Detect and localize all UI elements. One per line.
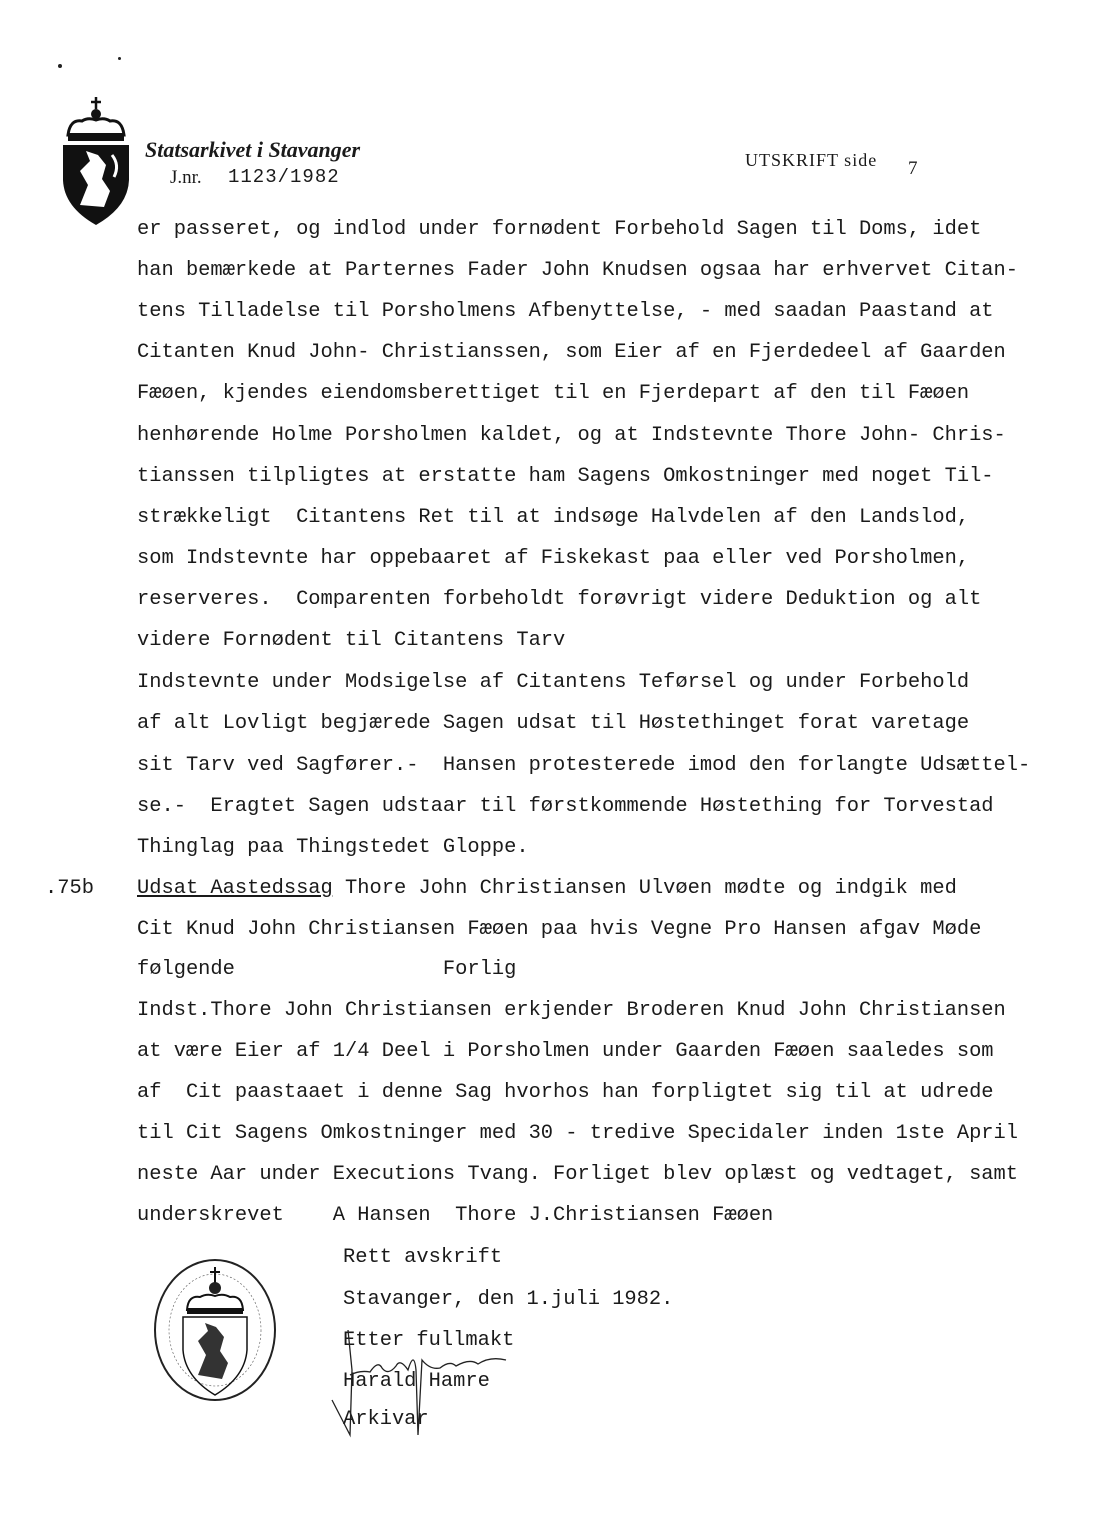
journal-number-label: J.nr. bbox=[170, 167, 202, 188]
case-line: neste Aar under Executions Tvang. Forliget blev oplæst og vedtaget, samt bbox=[137, 1163, 1019, 1186]
case-line: til Cit Sagens Omkostninger med 30 - tredive Specidaler inden 1ste April bbox=[137, 1122, 1019, 1145]
institution-name: Statsarkivet i Stavanger bbox=[145, 137, 361, 162]
body-line: reserveres. Comparenten forbeholdt forøvrigt videre Deduktion og alt bbox=[137, 588, 982, 611]
coat-of-arms-logo bbox=[58, 95, 134, 227]
case-line: underskrevet A Hansen Thore J.Christiansen Fæøen bbox=[137, 1204, 774, 1227]
case-first-line bbox=[137, 877, 957, 901]
margin-note: .75b bbox=[45, 877, 94, 900]
body-line: tianssen tilpligtes at erstatte ham Sagens Omkostninger med noget Til- bbox=[137, 465, 994, 488]
case-line: Indst.Thore John Christiansen erkjender Broderen Knud John Christiansen bbox=[137, 999, 1006, 1022]
speck bbox=[58, 64, 62, 68]
utskrift-label: UTSKRIFT side bbox=[745, 150, 878, 170]
certification-place-date: Stavanger, den 1.juli 1982. bbox=[343, 1288, 674, 1311]
case-line: af Cit paastaaet i denne Sag hvorhos han forpligtet sig til at udrede bbox=[137, 1081, 994, 1104]
case-heading: Udsat Aastedssag bbox=[137, 877, 333, 900]
body-line: Citanten Knud John- Christianssen, som Eier af en Fjerdedeel af Gaarden bbox=[137, 341, 1006, 364]
body-line: af alt Lovligt begjærede Sagen udsat til Høstethinget forat varetage bbox=[137, 712, 970, 735]
body-line: Indstevnte under Modsigelse af Citantens Teførsel og under Forbehold bbox=[137, 671, 970, 694]
journal-number: 1123/1982 bbox=[228, 166, 340, 188]
case-line: følgende Forlig bbox=[137, 958, 517, 981]
body-line: sit Tarv ved Sagfører.- Hansen protesterede imod den forlangte Udsættel- bbox=[137, 754, 1031, 777]
speck bbox=[118, 57, 121, 60]
certification-line: Rett avskrift bbox=[343, 1246, 503, 1269]
archive-seal-stamp bbox=[150, 1255, 280, 1405]
case-line: Thore John Christiansen Ulvøen mødte og indgik med bbox=[332, 877, 957, 900]
body-line: tens Tilladelse til Porsholmens Afbenyttelse, - med saadan Paastand at bbox=[137, 300, 994, 323]
signatory-name: Harald Hamre bbox=[343, 1370, 490, 1393]
body-line: han bemærkede at Parternes Fader John Knudsen ogsaa har erhvervet Citan- bbox=[137, 259, 1019, 282]
handwritten-signature bbox=[330, 1330, 530, 1440]
certification-authority: Etter fullmakt bbox=[343, 1329, 515, 1352]
body-line: videre Fornødent til Citantens Tarv bbox=[137, 629, 566, 652]
body-line: Thinglag paa Thingstedet Gloppe. bbox=[137, 836, 529, 859]
signatory-title: Arkivar bbox=[343, 1408, 429, 1431]
body-line: som Indstevnte har oppebaaret af Fiskekast paa eller ved Porsholmen, bbox=[137, 547, 970, 570]
body-line: se.- Eragtet Sagen udstaar til førstkommende Høstething for Torvestad bbox=[137, 795, 994, 818]
body-line: Fæøen, kjendes eiendomsberettiget til en Fjerdepart af den til Fæøen bbox=[137, 382, 970, 405]
body-line: er passeret, og indlod under fornødent Forbehold Sagen til Doms, idet bbox=[137, 218, 982, 241]
case-line: Cit Knud John Christiansen Fæøen paa hvis Vegne Pro Hansen afgav Møde bbox=[137, 918, 982, 941]
case-line: at være Eier af 1/4 Deel i Porsholmen under Gaarden Fæøen saaledes som bbox=[137, 1040, 994, 1063]
body-line: henhørende Holme Porsholmen kaldet, og at Indstevnte Thore John- Chris- bbox=[137, 424, 1006, 447]
body-line: strækkeligt Citantens Ret til at indsøge Halvdelen af den Landslod, bbox=[137, 506, 970, 529]
page-number: 7 bbox=[908, 158, 918, 179]
